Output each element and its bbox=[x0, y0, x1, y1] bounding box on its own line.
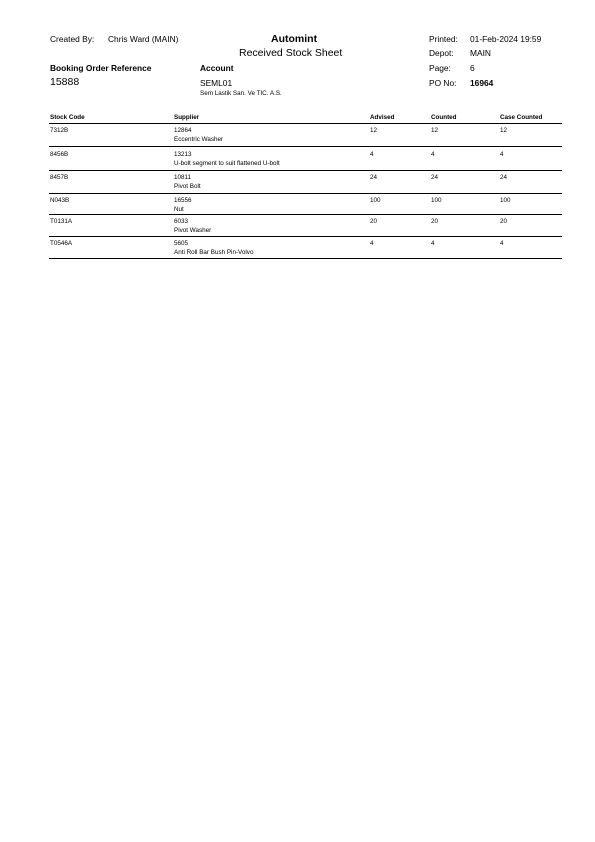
advised-qty: 12 bbox=[370, 127, 378, 134]
item-description: Anti Roll Bar Bush Pin-Volvo bbox=[174, 249, 254, 256]
supplier-code: 12864 bbox=[174, 127, 192, 134]
item-description: Nut bbox=[174, 206, 184, 213]
counted-qty: 24 bbox=[431, 174, 439, 181]
counted-qty: 4 bbox=[431, 240, 435, 247]
page-label: Page: bbox=[429, 63, 451, 73]
column-header-case-counted: Case Counted bbox=[500, 114, 543, 121]
stock-code: T0131A bbox=[50, 218, 73, 225]
counted-qty: 100 bbox=[431, 197, 442, 204]
case-counted-qty: 20 bbox=[500, 218, 508, 225]
advised-qty: 100 bbox=[370, 197, 381, 204]
stock-code: N043B bbox=[50, 197, 70, 204]
depot-value: MAIN bbox=[470, 48, 491, 58]
report-title: Received Stock Sheet bbox=[239, 47, 343, 59]
item-description: Eccentric Washer bbox=[174, 136, 224, 143]
stock-code: 7312B bbox=[50, 127, 69, 134]
advised-qty: 20 bbox=[370, 218, 378, 225]
supplier-code: 16556 bbox=[174, 197, 192, 204]
supplier-code: 6033 bbox=[174, 218, 189, 225]
booking-ref-label: Booking Order Reference bbox=[50, 63, 152, 73]
printed-label: Printed: bbox=[429, 34, 458, 44]
row-divider bbox=[49, 146, 562, 147]
row-divider bbox=[49, 170, 562, 171]
po-label: PO No: bbox=[429, 78, 457, 88]
account-code: SEML01 bbox=[200, 78, 233, 88]
account-label: Account bbox=[200, 63, 234, 73]
created-by-label: Created By: bbox=[50, 34, 95, 44]
advised-qty: 4 bbox=[370, 151, 374, 158]
case-counted-qty: 12 bbox=[500, 127, 508, 134]
advised-qty: 4 bbox=[370, 240, 374, 247]
supplier-code: 5605 bbox=[174, 240, 189, 247]
company-name: Automint bbox=[271, 33, 318, 45]
case-counted-qty: 24 bbox=[500, 174, 508, 181]
header-divider bbox=[49, 123, 562, 124]
po-value: 16964 bbox=[470, 78, 494, 88]
row-divider bbox=[49, 193, 562, 194]
item-description: U-bolt segment to suit flattened U-bolt bbox=[174, 160, 280, 167]
case-counted-qty: 100 bbox=[500, 197, 511, 204]
printed-value: 01-Feb-2024 19:59 bbox=[470, 34, 542, 44]
column-header-stock-code: Stock Code bbox=[50, 114, 85, 121]
counted-qty: 12 bbox=[431, 127, 439, 134]
item-description: Pivot Washer bbox=[174, 227, 212, 234]
case-counted-qty: 4 bbox=[500, 240, 504, 247]
stock-code: 8457B bbox=[50, 174, 69, 181]
stock-code: T0546A bbox=[50, 240, 73, 247]
page-value: 6 bbox=[470, 63, 475, 73]
supplier-code: 10811 bbox=[174, 174, 192, 181]
account-name: Sem Lastik San. Ve TIC. A.S. bbox=[200, 90, 282, 97]
booking-ref-value: 15888 bbox=[50, 76, 80, 88]
counted-qty: 20 bbox=[431, 218, 439, 225]
counted-qty: 4 bbox=[431, 151, 435, 158]
created-by-value: Chris Ward (MAIN) bbox=[108, 34, 179, 44]
row-divider bbox=[49, 236, 562, 237]
case-counted-qty: 4 bbox=[500, 151, 504, 158]
supplier-code: 13213 bbox=[174, 151, 192, 158]
depot-label: Depot: bbox=[429, 48, 454, 58]
row-divider bbox=[49, 214, 562, 215]
column-header-supplier: Supplier bbox=[174, 114, 200, 121]
column-header-advised: Advised bbox=[370, 114, 395, 121]
advised-qty: 24 bbox=[370, 174, 378, 181]
item-description: Pivot Bolt bbox=[174, 183, 201, 190]
row-divider bbox=[49, 258, 562, 259]
column-header-counted: Counted bbox=[431, 114, 457, 121]
stock-code: 8456B bbox=[50, 151, 69, 158]
